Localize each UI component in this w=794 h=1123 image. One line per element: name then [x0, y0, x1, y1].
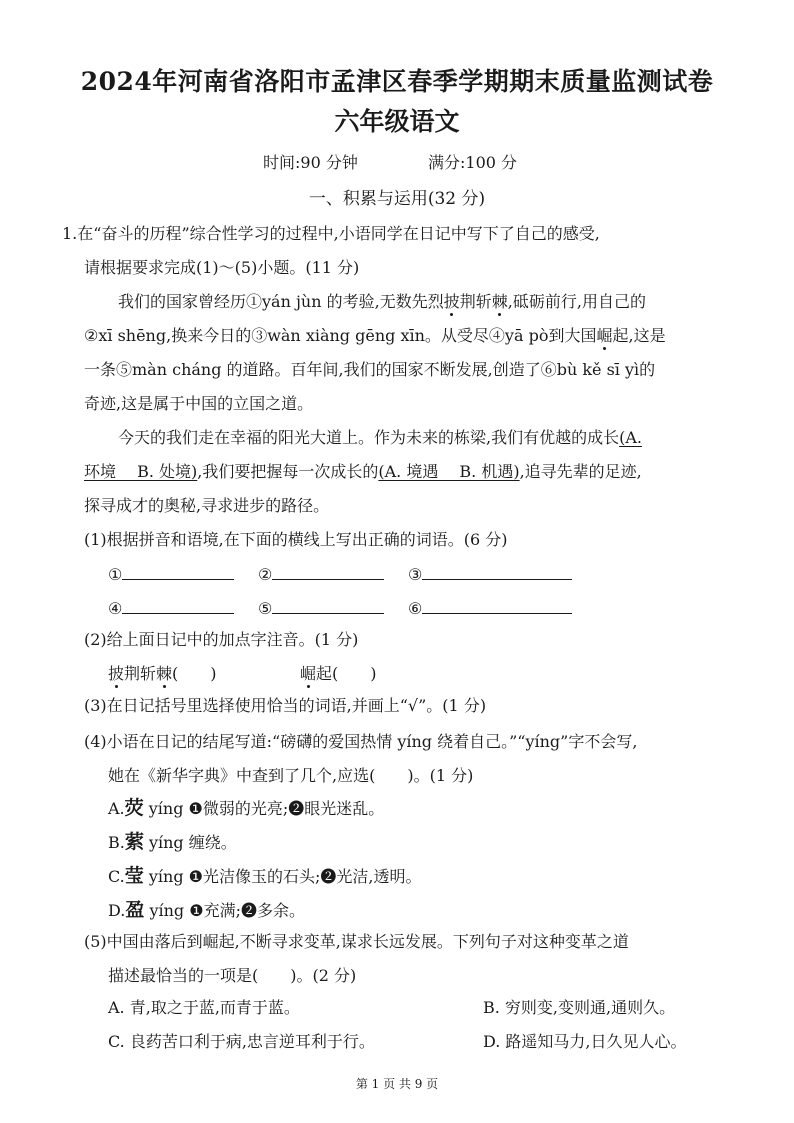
blank-number: ④ — [108, 599, 123, 618]
choice-underlined: (A. 境遇 B. 机遇) — [378, 462, 520, 481]
answer-blank-2[interactable] — [258, 563, 384, 586]
text-span: 今天的我们走在幸福的阳光大道上。作为未来的栋梁,我们有优越的成长 — [118, 428, 620, 447]
option-label: C. — [108, 867, 125, 886]
dotted-char: 披 — [108, 664, 125, 683]
dotted-char: 棘 — [491, 292, 508, 311]
text-span: ②xī shēng,换来今日的③wàn xiàng gēng xīn。从受尽④yā pò到大国 — [84, 326, 597, 345]
option-pinyin: yíng — [148, 799, 184, 818]
option-pinyin: yíng — [148, 867, 184, 886]
text-span: 起,这是 — [612, 326, 666, 345]
page-footer: 第 1 页 共 9 页 — [355, 1077, 439, 1091]
exam-title: 2024年河南省洛阳市孟津区春季学期期末质量监测试卷 — [80, 67, 714, 96]
diary-p1-line4: 奇迹,这是属于中国的立国之道。 — [84, 394, 314, 413]
blank-line[interactable] — [422, 563, 572, 580]
text-span: ,我们要把握每一次成长的 — [197, 462, 379, 481]
exam-score: 满分:100 分 — [428, 153, 518, 172]
answer-blank-1[interactable] — [108, 563, 234, 586]
q1-stem-line1: 1.在“奋斗的历程”综合性学习的过程中,小语同学在日记中写下了自己的感受, — [62, 224, 600, 243]
blank-number: ⑤ — [258, 599, 273, 618]
answer-blank-5[interactable] — [258, 597, 384, 620]
option-c[interactable] — [108, 865, 422, 888]
diary-p2-line2 — [84, 461, 642, 483]
pinyin-item-1 — [108, 663, 217, 685]
option-definition: ❶充满;❷多余。 — [189, 901, 305, 920]
blank-line[interactable] — [122, 563, 234, 580]
option-a[interactable] — [108, 797, 384, 820]
text-span: 荆斩 — [124, 664, 157, 683]
text-span: ,砥砺前行,用自己的 — [507, 292, 646, 311]
option-label: A. — [108, 799, 125, 818]
dotted-char: 崛 — [596, 326, 613, 345]
answer-parens[interactable]: 起( ) — [316, 664, 377, 683]
section-heading: 一、积累与运用(32 分) — [308, 189, 486, 209]
blank-number: ② — [258, 565, 273, 584]
text-span: 荆斩 — [459, 292, 492, 311]
option-5b[interactable]: B. 穷则变,变则通,通则久。 — [483, 998, 676, 1017]
option-label: B. — [108, 833, 125, 852]
option-5d[interactable]: D. 路遥知马力,日久见人心。 — [483, 1032, 687, 1051]
option-b[interactable] — [108, 831, 237, 854]
option-definition: ❶微弱的光亮;❷眼光迷乱。 — [188, 799, 385, 818]
option-pinyin: yíng — [148, 833, 184, 852]
blank-line[interactable] — [122, 597, 234, 614]
option-char: 盈 — [125, 899, 145, 921]
choice-underlined: (A. — [619, 428, 642, 447]
answer-blank-4[interactable] — [108, 597, 234, 620]
blank-line[interactable] — [422, 597, 572, 614]
diary-p2-line1 — [118, 427, 642, 449]
sub-question-4-line1: (4)小语在日记的结尾写道:“磅礴的爱国热情 yíng 绕着自己。”“yíng”字不会写, — [84, 732, 638, 751]
pinyin-item-2 — [300, 663, 377, 685]
diary-p1-line3: 一条⑤màn cháng 的道路。百年间,我们的国家不断发展,创造了⑥bù kě sī yì的 — [84, 360, 656, 379]
option-definition: ❶光洁像玉的石头;❷光洁,透明。 — [188, 867, 422, 886]
sub-question-1: (1)根据拼音和语境,在下面的横线上写出正确的词语。(6 分) — [84, 530, 508, 549]
answer-blank-3[interactable] — [408, 563, 572, 586]
option-5a[interactable]: A. 青,取之于蓝,而青于蓝。 — [108, 998, 300, 1017]
blank-line[interactable] — [272, 597, 384, 614]
option-char: 荧 — [124, 797, 144, 819]
diary-p1-line2 — [84, 325, 666, 347]
sub-question-4-line2: 她在《新华字典》中查到了几个,应选( )。(1 分) — [108, 766, 474, 785]
q1-stem-line2: 请根据要求完成(1)～(5)小题。(11 分) — [84, 258, 360, 277]
option-char: 萦 — [124, 831, 144, 853]
dotted-char: 棘 — [156, 664, 173, 683]
answer-parens[interactable]: ( ) — [172, 664, 217, 683]
option-definition: 缠绕。 — [188, 833, 237, 852]
exam-subtitle: 六年级语文 — [334, 107, 460, 136]
option-label: D. — [108, 901, 126, 920]
diary-p2-line3: 探寻成才的奥秘,寻求进步的路径。 — [84, 496, 330, 515]
text-span: 我们的国家曾经历①yán jùn 的考验,无数先烈 — [118, 292, 444, 311]
choice-underlined: 环境 B. 处境) — [84, 462, 198, 481]
dotted-char: 披 — [443, 292, 460, 311]
blank-line[interactable] — [272, 563, 384, 580]
blank-number: ① — [108, 565, 123, 584]
text-span: ,追寻先辈的足迹, — [519, 462, 642, 481]
sub-question-5-line1: (5)中国由落后到崛起,不断寻求变革,谋求长远发展。下列句子对这种变革之道 — [84, 932, 629, 951]
diary-p1-line1 — [118, 291, 646, 313]
exam-time: 时间:90 分钟 — [263, 153, 358, 172]
option-d[interactable] — [108, 899, 305, 922]
sub-question-2: (2)给上面日记中的加点字注音。(1 分) — [84, 630, 359, 649]
sub-question-3: (3)在日记括号里选择使用恰当的词语,并画上“√”。(1 分) — [84, 696, 487, 715]
blank-number: ⑥ — [408, 599, 423, 618]
answer-blank-6[interactable] — [408, 597, 572, 620]
sub-question-5-line2: 描述最恰当的一项是( )。(2 分) — [108, 966, 357, 985]
option-pinyin: yíng — [149, 901, 185, 920]
option-5c[interactable]: C. 良药苦口利于病,忠言逆耳利于行。 — [108, 1032, 375, 1051]
dotted-char: 崛 — [300, 664, 317, 683]
option-char: 莹 — [124, 865, 144, 887]
blank-number: ③ — [408, 565, 423, 584]
